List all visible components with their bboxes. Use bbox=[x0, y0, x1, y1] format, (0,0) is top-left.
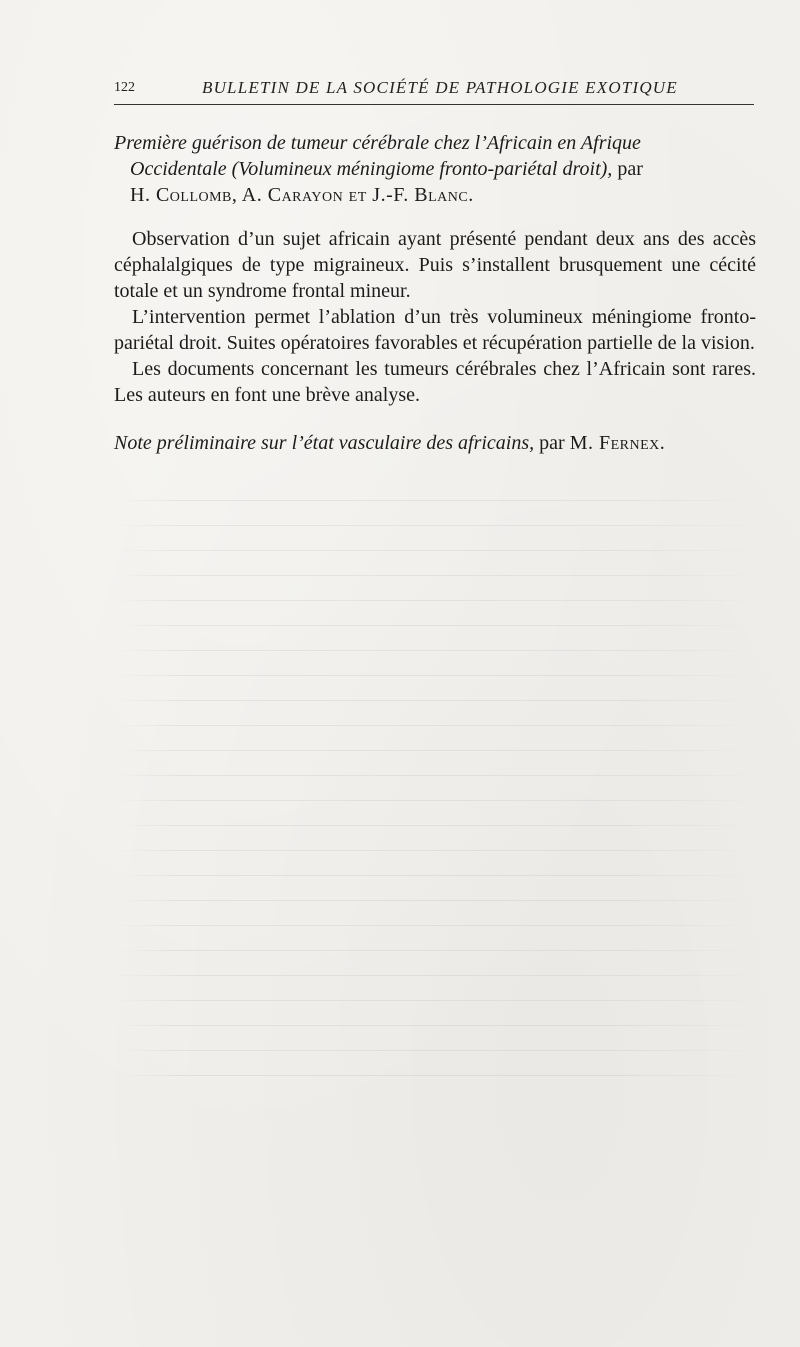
entry-authors: H. Collomb, A. Carayon et J.-F. Blanc. bbox=[130, 184, 474, 206]
page-number: 122 bbox=[114, 80, 135, 95]
article-body bbox=[114, 130, 756, 456]
journal-title: BULLETIN DE LA SOCIÉTÉ DE PATHOLOGIE EXOTIQUE bbox=[202, 78, 678, 97]
abstract-paragraph: Observation d’un sujet africain ayant présenté pendant deux ans des accès céphalalgiques de type migraineux. Puis s’installent brusquement une cécité totale et un syndrome frontal mineur. bbox=[114, 228, 756, 302]
abstract-paragraph: Les documents concernant les tumeurs cérébrales chez l’Africain sont rares. Les auteurs en font une brève analyse. bbox=[114, 358, 756, 406]
entry-title-line-1: Première guérison de tumeur cérébrale chez l’Africain en Afrique bbox=[114, 132, 641, 154]
bleed-through-texture bbox=[114, 500, 764, 1200]
entry-by: par bbox=[617, 158, 643, 180]
running-header bbox=[114, 76, 754, 105]
note-title bbox=[114, 430, 756, 456]
note-title-text: Note préliminaire sur l’état vasculaire des africains, bbox=[114, 432, 535, 454]
note-author: M. Fernex. bbox=[569, 432, 666, 454]
note-by: par bbox=[539, 432, 565, 454]
entry-title bbox=[114, 130, 756, 208]
abstract-paragraph: L’intervention permet l’ablation d’un très volumineux méningiome fronto-pariétal droit. Suites opératoires favorables et récupération partielle de la vision. bbox=[114, 306, 756, 354]
entry-title-line-2: Occidentale (Volumineux méningiome fronto-pariétal droit), bbox=[130, 158, 613, 180]
